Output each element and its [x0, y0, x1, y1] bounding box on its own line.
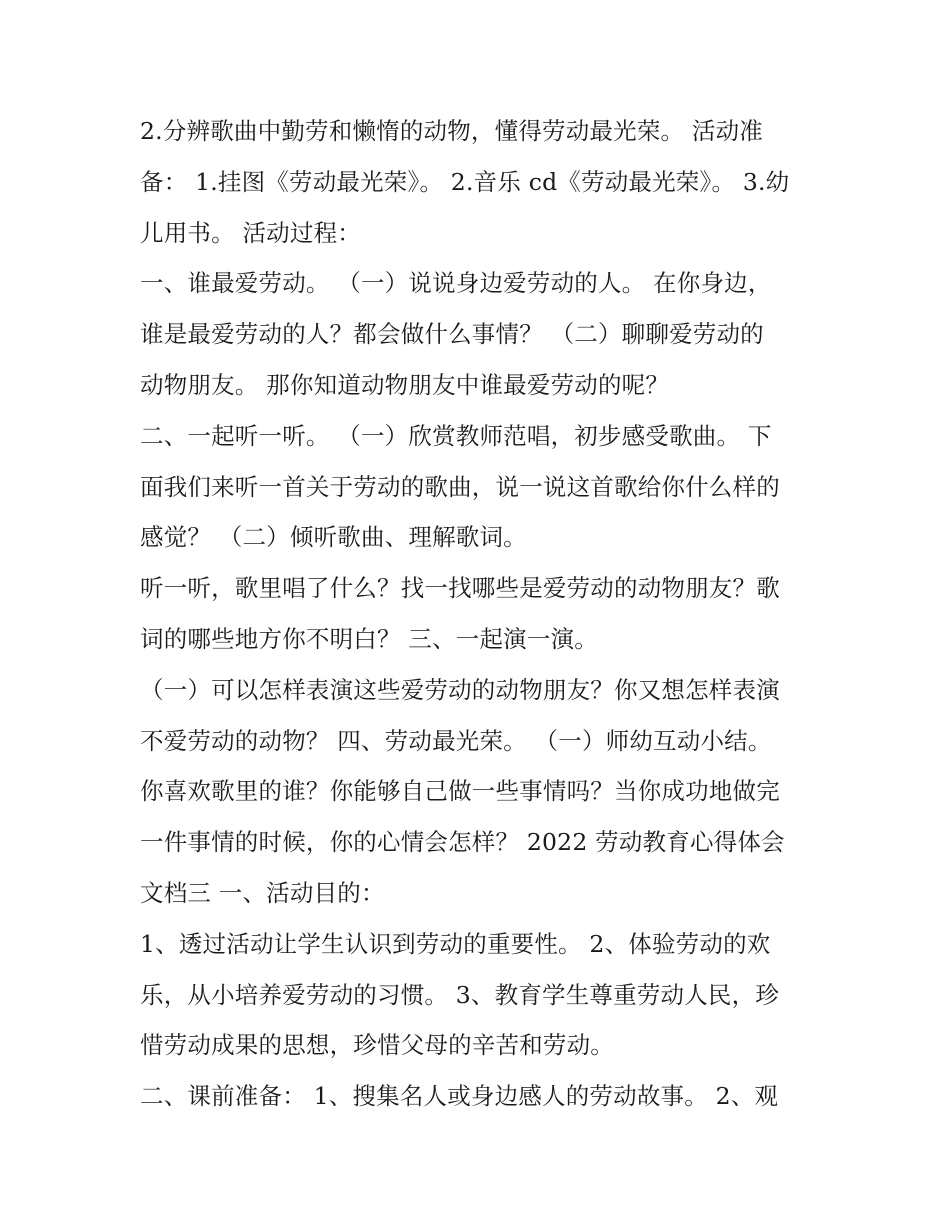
- text-line: 一件事情的时候，你的心情会怎样？ 2022 劳动教育心得体会: [140, 828, 785, 857]
- text-line: 儿用书。 活动过程：: [140, 218, 361, 247]
- text-line: 动物朋友。 那你知道动物朋友中谁最爱劳动的呢？: [140, 370, 670, 399]
- text-line: 二、一起听一听。 （一）欣赏教师范唱，初步感受歌曲。 下: [140, 421, 772, 450]
- text-line: 谁是最爱劳动的人？都会做什么事情？ （二）聊聊爱劳动的: [140, 320, 764, 349]
- text-line: 听一听，歌里唱了什么？找一找哪些是爱劳动的动物朋友？歌: [140, 574, 780, 603]
- text-line: 词的哪些地方你不明白？ 三、一起演一演。: [140, 624, 598, 653]
- text-line: 一、谁最爱劳动。 （一）说说身边爱劳动的人。 在你身边，: [140, 269, 772, 298]
- document-body: [140, 106, 830, 1122]
- text-line: （一）可以怎样表演这些爱劳动的动物朋友？你又想怎样表演: [140, 675, 780, 704]
- text-line: 乐，从小培养爱劳动的习惯。 3、教育学生尊重劳动人民，珍: [140, 980, 780, 1009]
- text-line: 面我们来听一首关于劳动的歌曲，说一说这首歌给你什么样的: [140, 472, 780, 501]
- text-line: 你喜欢歌里的谁？你能够自己做一些事情吗？当你成功地做完: [140, 777, 780, 806]
- text-line: 备： 1.挂图《劳动最光荣》。 2.音乐 cd《劳动最光荣》。 3.幼: [140, 167, 790, 196]
- text-line: 感觉？ （二）倾听歌曲、理解歌词。: [140, 523, 527, 552]
- text-line: 1、透过活动让学生认识到劳动的重要性。 2、体验劳动的欢: [140, 929, 771, 958]
- text-line: 二、课前准备： 1、搜集名人或身边感人的劳动故事。 2、观: [140, 1082, 779, 1111]
- text-line: 2.分辨歌曲中勤劳和懒惰的动物，懂得劳动最光荣。 活动准: [140, 117, 763, 145]
- text-line: 不爱劳动的动物？ 四、劳动最光荣。 （一）师幼互动小结。: [140, 726, 772, 755]
- text-line: 惜劳动成果的思想，珍惜父母的辛苦和劳动。: [140, 1031, 614, 1060]
- text-line: 文档三 一、活动目的：: [140, 878, 385, 907]
